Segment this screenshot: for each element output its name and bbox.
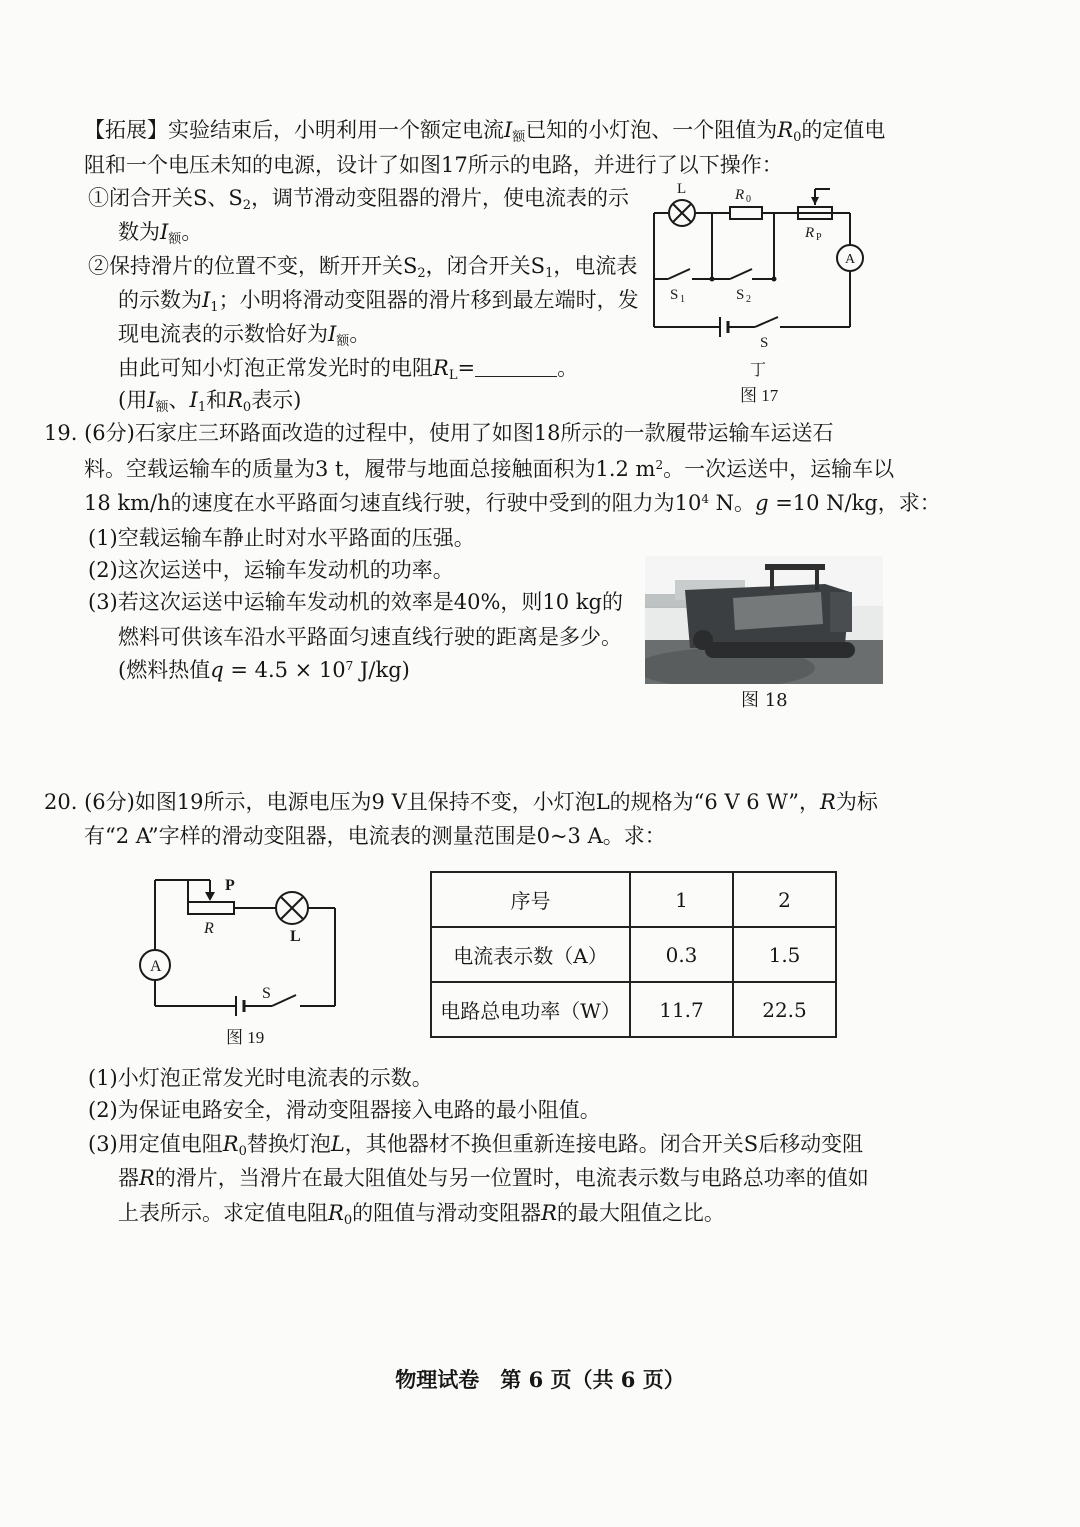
table-header-row [431,872,836,927]
text: I [160,220,169,244]
text: 替换灯泡 [246,1132,331,1156]
text: 数为 [118,220,160,244]
figure-18-caption: 图 18 [741,690,788,711]
text: J/kg) [353,658,410,682]
q20-sub-3 [88,1134,863,1158]
label-r0: R [735,187,745,203]
q19-sub-2: (2)这次运送中，运输车发动机的功率。 [88,558,454,582]
figure-18-truck-photo [645,556,883,684]
text: R [820,790,836,814]
q19-sub-1: (1)空载运输车静止时对水平路面的压强。 [88,526,475,550]
label-a: A [150,958,162,975]
table-cell: 电路总电功率（W） [431,982,630,1037]
text: 0 [793,130,802,145]
text: 1 [197,400,207,415]
text: L [330,1132,345,1156]
text: ，闭合开关S [425,254,546,278]
step-2-cont [118,290,639,314]
label-rp: R [805,225,815,241]
text: R [139,1166,155,1190]
q20-line-1 [44,792,878,813]
label-r: R [204,920,214,937]
text: 2 [417,266,426,281]
text: 0 [343,1213,353,1228]
label-rp-sub: P [816,232,822,243]
text: 的示数为 [118,288,202,312]
q20-sub-3-cont-2 [118,1203,725,1227]
text: 20. (6分)如图19所示，电源电压为9 V且保持不变，小灯泡L的规格为“6 V 6 W”， [44,790,821,814]
header-cell: 序号 [431,872,630,927]
q19-sub-3-hint [118,660,410,681]
text: (3)用定值电阻 [88,1132,223,1156]
text: I [328,322,337,346]
q20-line-2: 有“2 A”字样的滑动变阻器，电流表的测量范围是0~3 A。求： [84,824,666,848]
label-p: P [225,877,235,894]
header-cell: 2 [733,872,836,927]
text: 额 [168,232,182,247]
text: ；小明将滑动变阻器的滑片移到最左端时，发 [218,288,639,312]
q20-sub-2: (2)为保证电路安全，滑动变阻器接入电路的最小阻值。 [88,1098,601,1122]
text: 、 [168,388,190,412]
table-cell: 0.3 [630,927,733,982]
text: 的阻值与滑动变阻器 [352,1201,542,1225]
q19-line-1: 19. (6分)石家庄三环路面改造的过程中，使用了如图18所示的一款履带运输车运送石 [44,421,834,445]
text: 额 [336,334,350,349]
text: 由此可知小灯泡正常发光时的电阻 [118,356,433,380]
text: R [777,118,794,142]
text: 表示) [251,388,302,412]
header-cell: 1 [630,872,733,927]
text: I [189,388,198,412]
label-s: S [262,985,271,1002]
text: 4 [701,492,709,506]
label-s1: S [670,287,679,303]
text: 。 [349,322,371,346]
label-s2-sub: 2 [746,294,751,305]
text: (燃料热值 [118,658,211,682]
text: 器 [118,1166,139,1190]
step-1-cont [118,222,202,246]
label-l: L [290,928,301,945]
text: I [504,118,513,142]
text: 料。空载运输车的质量为3 t，履带与地面总接触面积为1.2 m [84,457,656,481]
hint [118,390,301,414]
text: ，电流表 [553,254,638,278]
text: =10 N/kg，求： [768,491,941,515]
text: ，其他器材不换但重新连接电路。闭合开关S后移动变阻 [344,1132,864,1156]
text: 。 [557,356,579,380]
text: 7 [345,659,354,673]
text: I [202,288,211,312]
figure-19-circuit [130,868,350,1048]
q19-line-2 [84,459,894,480]
q19-sub-3-cont: 燃料可供该车沿水平路面匀速直线行驶的距离是多少。 [118,625,622,649]
expansion-line-1 [84,120,885,144]
q20-sub-1: (1)小灯泡正常发光时电流表的示数。 [88,1066,433,1090]
text: I [147,388,156,412]
table-cell: 1.5 [733,927,836,982]
text: R [541,1201,557,1225]
text: = [457,356,476,380]
text: 的滑片，当滑片在最大阻值处与另一位置时，电流表示数与电路总功率的值如 [154,1166,869,1190]
text: 0 [242,400,252,415]
text: 为标 [835,790,878,814]
expansion-line-2: 阻和一个电压未知的电源，设计了如图17所示的电路，并进行了以下操作： [84,153,783,177]
table-row [431,927,836,982]
text: 。一次运送中，运输车以 [663,457,895,481]
text: (用 [118,388,148,412]
q20-sub-3-cont [118,1168,869,1189]
text: 1 [210,300,219,315]
text: 18 km/h的速度在水平路面匀速直线行驶，行驶中受到的阻力为10 [84,491,702,515]
truck-illustration [645,556,883,684]
step-1 [88,188,629,212]
figure-17-caption: 图 17 [740,386,779,405]
data-table [430,871,837,1038]
text: L [448,368,458,383]
label-s: S [760,335,769,351]
step-2 [88,256,637,280]
text: 2 [242,198,252,213]
table-row [431,982,836,1037]
text: = 4.5 × 10 [223,658,346,682]
label-s2: S [736,287,745,303]
text: 的最大阻值之比。 [556,1201,725,1225]
table-cell: 电流表示数（A） [431,927,630,982]
table-cell: 11.7 [630,982,733,1037]
table-cell: 22.5 [733,982,836,1037]
text: ①闭合开关S、S [88,186,243,210]
text: R [222,1132,239,1156]
label-ammeter: A [845,252,856,267]
figure-17-circuit [640,175,880,415]
text: ②保持滑片的位置不变，断开开关S [88,254,418,278]
text: 0 [238,1144,247,1159]
step-2-cont-2 [118,324,370,348]
text: 已知的小灯泡、一个阻值为 [525,118,778,142]
text: ，调节滑动变阻器的滑片，使电流表的示 [251,186,630,210]
text: 上表所示。求定值电阻 [118,1201,328,1225]
conclusion [118,358,578,382]
text: 1 [545,266,554,281]
text: 【拓展】实验结束后，小明利用一个额定电流 [84,118,504,142]
text: R [433,356,449,380]
text: 的定值电 [801,118,886,142]
text: 和 [206,388,228,412]
q19-line-3 [84,493,941,514]
text: 2 [655,458,664,472]
label-r0-sub: 0 [746,194,751,205]
text: R [227,388,243,412]
q19-sub-3: (3)若这次运送中运输车发动机的效率是40%，则10 kg的 [88,590,623,614]
label-s1-sub: 1 [680,294,685,305]
label-lamp: L [677,181,687,197]
text: 。 [181,220,203,244]
text: 额 [155,400,169,415]
figure-19-caption: 图 19 [226,1028,265,1047]
text: g [755,491,769,515]
answer-blank[interactable] [475,360,557,377]
text: R [328,1201,344,1225]
text: 额 [512,130,526,145]
label-extra: 丁 [750,362,767,379]
page-footer: 物理试卷 第 6 页（共 6 页） [395,1367,685,1392]
text: q [210,658,224,682]
text: 现电流表的示数恰好为 [118,322,328,346]
text: N。 [709,491,756,515]
